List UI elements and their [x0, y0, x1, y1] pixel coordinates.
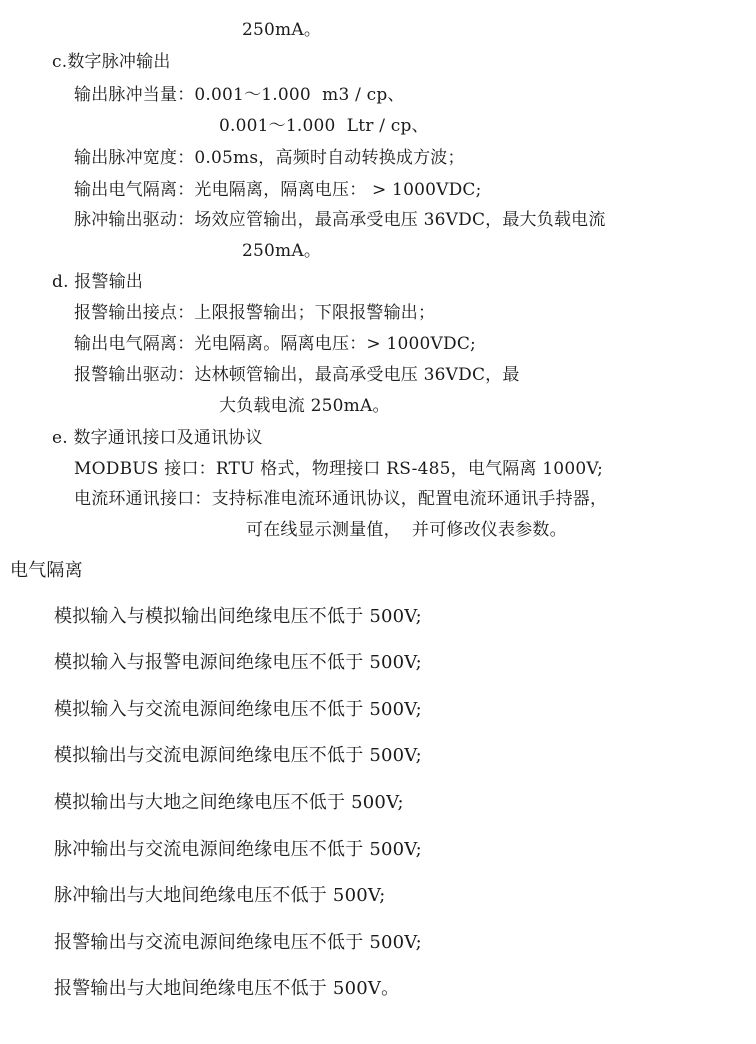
- isolation-item: 模拟输入与交流电源间绝缘电压不低于 500V;: [54, 699, 422, 720]
- pulse-drive-value: 场效应管输出，最高承受电压 36VDC，最大负载电流: [194, 210, 606, 230]
- alarm-contact-value: 上限报警输出；下限报警输出；: [194, 303, 436, 323]
- alarm-drive-row: [74, 364, 520, 386]
- line-250ma-top: 250mA。: [242, 20, 322, 40]
- pulse-equiv-row: [74, 84, 405, 106]
- pulse-width-value: 0.05ms，高频时自动转换成方波；: [194, 148, 465, 168]
- alarm-isolation-value: 光电隔离。隔离电压：> 1000VDC;: [194, 334, 476, 354]
- modbus-label: MODBUS 接口：: [74, 459, 216, 479]
- alarm-isolation-row: [74, 333, 476, 355]
- pulse-isolation-label: 输出电气隔离：: [74, 180, 195, 200]
- current-loop-label: 电流环通讯接口：: [74, 489, 212, 509]
- pulse-drive-label: 脉冲输出驱动：: [74, 210, 195, 230]
- modbus-row: [74, 458, 603, 480]
- section-d-heading: d. 报警输出: [52, 272, 144, 292]
- pulse-width-label: 输出脉冲宽度：: [74, 148, 195, 168]
- alarm-drive-label: 报警输出驱动：: [74, 365, 195, 385]
- pulse-equiv-label: 输出脉冲当量：: [74, 85, 195, 105]
- isolation-item: 模拟输出与大地之间绝缘电压不低于 500V;: [54, 792, 404, 813]
- current-loop-value: 支持标准电流环通讯协议，配置电流环通讯手持器，: [211, 489, 608, 509]
- pulse-isolation-value: 光电隔离，隔离电压： > 1000VDC;: [194, 180, 482, 200]
- current-loop-value-2: 可在线显示测量值， 并可修改仪表参数。: [246, 520, 567, 540]
- alarm-contact-row: [74, 302, 435, 324]
- isolation-item: 报警输出与大地间绝缘电压不低于 500V。: [54, 978, 400, 999]
- alarm-contact-label: 报警输出接点：: [74, 303, 195, 323]
- pulse-drive-row: [74, 209, 606, 231]
- current-loop-row: [74, 488, 607, 510]
- isolation-item: 模拟输入与报警电源间绝缘电压不低于 500V;: [54, 652, 422, 673]
- alarm-drive-value-2: 大负载电流 250mA。: [219, 396, 390, 416]
- isolation-item: 模拟输出与交流电源间绝缘电压不低于 500V;: [54, 745, 422, 766]
- pulse-isolation-row: [74, 179, 482, 201]
- pulse-equiv-value-2: 0.001～1.000 Ltr / cp、: [219, 116, 429, 136]
- pulse-width-row: [74, 147, 465, 169]
- isolation-heading: 电气隔离: [10, 560, 83, 581]
- section-e-heading: e. 数字通讯接口及通讯协议: [52, 428, 263, 448]
- isolation-item: 脉冲输出与交流电源间绝缘电压不低于 500V;: [54, 839, 422, 860]
- pulse-drive-value-2: 250mA。: [242, 241, 322, 261]
- alarm-isolation-label: 输出电气隔离：: [74, 334, 195, 354]
- isolation-item: 报警输出与交流电源间绝缘电压不低于 500V;: [54, 932, 422, 953]
- alarm-drive-value: 达林顿管输出，最高承受电压 36VDC，最: [194, 365, 520, 385]
- modbus-value: RTU 格式，物理接口 RS-485，电气隔离 1000V;: [215, 459, 604, 479]
- section-c-heading: c.数字脉冲输出: [52, 52, 171, 72]
- isolation-item: 脉冲输出与大地间绝缘电压不低于 500V;: [54, 885, 386, 906]
- isolation-item: 模拟输入与模拟输出间绝缘电压不低于 500V;: [54, 606, 422, 627]
- pulse-equiv-value-1: 0.001～1.000 m3 / cp、: [194, 85, 405, 105]
